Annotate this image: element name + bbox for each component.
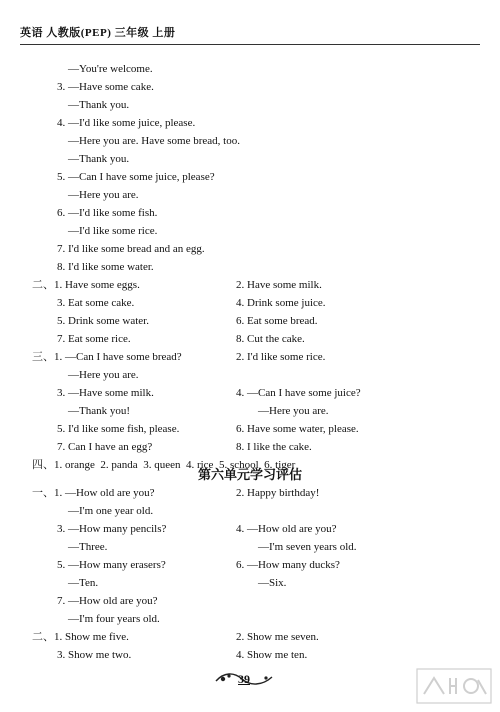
text-line: —I'm four years old. [68, 613, 160, 625]
text-line: 3. —Have some cake. [57, 81, 154, 93]
text-line: 四、1. orange 2. panda 3. queen 4. rice 5. school 6. tiger [32, 459, 296, 471]
text-line: 二、1. Show me five. [32, 631, 129, 643]
text-line: —Here you are. [68, 189, 139, 201]
text-line: —I'm seven years old. [258, 541, 357, 553]
text-line: 4. Drink some juice. [236, 297, 326, 309]
text-line: —Six. [258, 577, 287, 589]
text-line: 7. Can I have an egg? [57, 441, 153, 453]
text-line: —You're welcome. [68, 63, 153, 75]
page-header [20, 24, 175, 40]
header-text: 英语 人教版(PEP) 三年级 上册 [20, 27, 176, 39]
text-line: 4. —How old are you? [236, 523, 337, 535]
text-line: 6. —How many ducks? [236, 559, 340, 571]
text-line: 7. —How old are you? [57, 595, 158, 607]
text-line: 2. Happy birthday! [236, 487, 320, 499]
text-line: —Three. [68, 541, 108, 553]
text-line: 7. Eat some rice. [57, 333, 131, 345]
text-line: 3. Show me two. [57, 649, 132, 661]
text-line: —Ten. [68, 577, 99, 589]
text-line: 6. Have some water, please. [236, 423, 359, 435]
header-rule [20, 44, 480, 45]
text-line: 一、1. —How old are you? [32, 487, 155, 499]
text-line: 5. I'd like some fish, please. [57, 423, 180, 435]
text-line: 5. Drink some water. [57, 315, 149, 327]
text-line: 二、1. Have some eggs. [32, 279, 140, 291]
page-number: 39 [238, 672, 250, 686]
text-line: 6. —I'd like some fish. [57, 207, 158, 219]
text-line: 8. Cut the cake. [236, 333, 305, 345]
text-line: —I'd like some rice. [68, 225, 158, 237]
text-line: —Thank you. [68, 153, 130, 165]
text-line: 3. Eat some cake. [57, 297, 135, 309]
text-line: —Here you are. [68, 369, 139, 381]
text-line: 5. —Can I have some juice, please? [57, 171, 215, 183]
text-line: 7. I'd like some bread and an egg. [57, 243, 205, 255]
text-line: 5. —How many erasers? [57, 559, 166, 571]
text-line: 8. I like the cake. [236, 441, 312, 453]
text-line: —Thank you! [68, 405, 131, 417]
text-line: 4. —Can I have some juice? [236, 387, 361, 399]
text-line: 三、1. —Can I have some bread? [32, 351, 182, 363]
text-line: 4. Show me ten. [236, 649, 308, 661]
text-line: —Here you are. Have some bread, too. [68, 135, 240, 147]
text-line: 4. —I'd like some juice, please. [57, 117, 196, 129]
text-line: 2. Show me seven. [236, 631, 319, 643]
text-line: 2. Have some milk. [236, 279, 322, 291]
text-line: 3. —How many pencils? [57, 523, 167, 535]
text-line: —I'm one year old. [68, 505, 154, 517]
watermark-logo [416, 668, 492, 704]
text-line: 2. I'd like some rice. [236, 351, 326, 363]
text-line: 6. Eat some bread. [236, 315, 318, 327]
text-line: 8. I'd like some water. [57, 261, 154, 273]
text-line: —Here you are. [258, 405, 329, 417]
section-title: 第六单元学习评估 [197, 468, 302, 483]
text-line: —Thank you. [68, 99, 130, 111]
text-line: 3. —Have some milk. [57, 387, 154, 399]
